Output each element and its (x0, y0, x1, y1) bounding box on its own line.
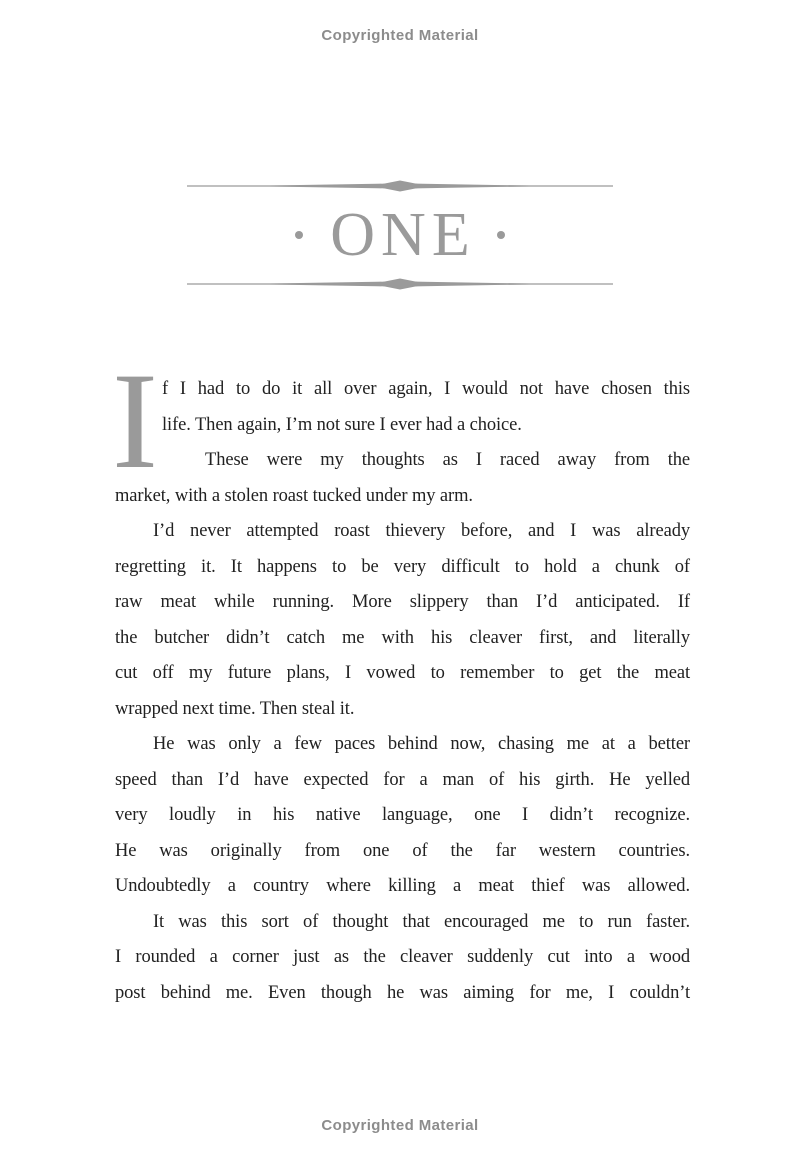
text-line: very loudly in his native language, one I didn’t recognize. (115, 805, 690, 825)
text-line: cut off my future plans, I vowed to remember to get the meat (115, 663, 690, 683)
text-line: market, with a stolen roast tucked under my arm. (115, 485, 473, 506)
dot-ornament-right-icon (497, 231, 505, 239)
text-line: post behind me. Even though he was aiming for me, I couldn’t (115, 982, 690, 1003)
chapter-heading (187, 179, 613, 291)
drop-cap: I (112, 344, 158, 497)
text-line: He was only a few paces behind now, chasing me at a better (153, 734, 690, 754)
text-line: f I had to do it all over again, I would not have chosen this (162, 379, 690, 399)
text-line: I’d never attempted roast thievery before, and I was already (153, 521, 690, 541)
text-line: I rounded a corner just as the cleaver suddenly cut into a wood (115, 947, 690, 967)
text-line: He was originally from one of the far western countries. (115, 840, 690, 861)
text-line: Undoubtedly a country where killing a meat thief was allowed. (115, 876, 690, 896)
text-line: speed than I’d have expected for a man of his girth. He yelled (115, 769, 690, 790)
text-line: wrapped next time. Then steal it. (115, 698, 355, 719)
text-line: regretting it. It happens to be very difficult to hold a chunk of (115, 556, 690, 577)
text-line: It was this sort of thought that encouraged me to run faster. (153, 911, 690, 932)
decorative-rule-bottom-icon (187, 277, 613, 291)
text-line: life. Then again, I’m not sure I ever had a choice. (162, 414, 522, 435)
text-line: These were my thoughts as I raced away from the (205, 450, 690, 470)
copyright-notice-bottom: Copyrighted Material (321, 1117, 479, 1134)
text-line: the butcher didn’t catch me with his cleaver first, and literally (115, 627, 690, 648)
chapter-title-row (187, 193, 613, 277)
dot-ornament-left-icon (295, 231, 303, 239)
copyright-notice-top: Copyrighted Material (321, 27, 479, 44)
decorative-rule-top-icon (187, 179, 613, 193)
chapter-body (112, 344, 690, 1011)
text-line: raw meat while running. More slippery than I’d anticipated. If (115, 592, 690, 612)
chapter-title: ONE (330, 201, 476, 269)
